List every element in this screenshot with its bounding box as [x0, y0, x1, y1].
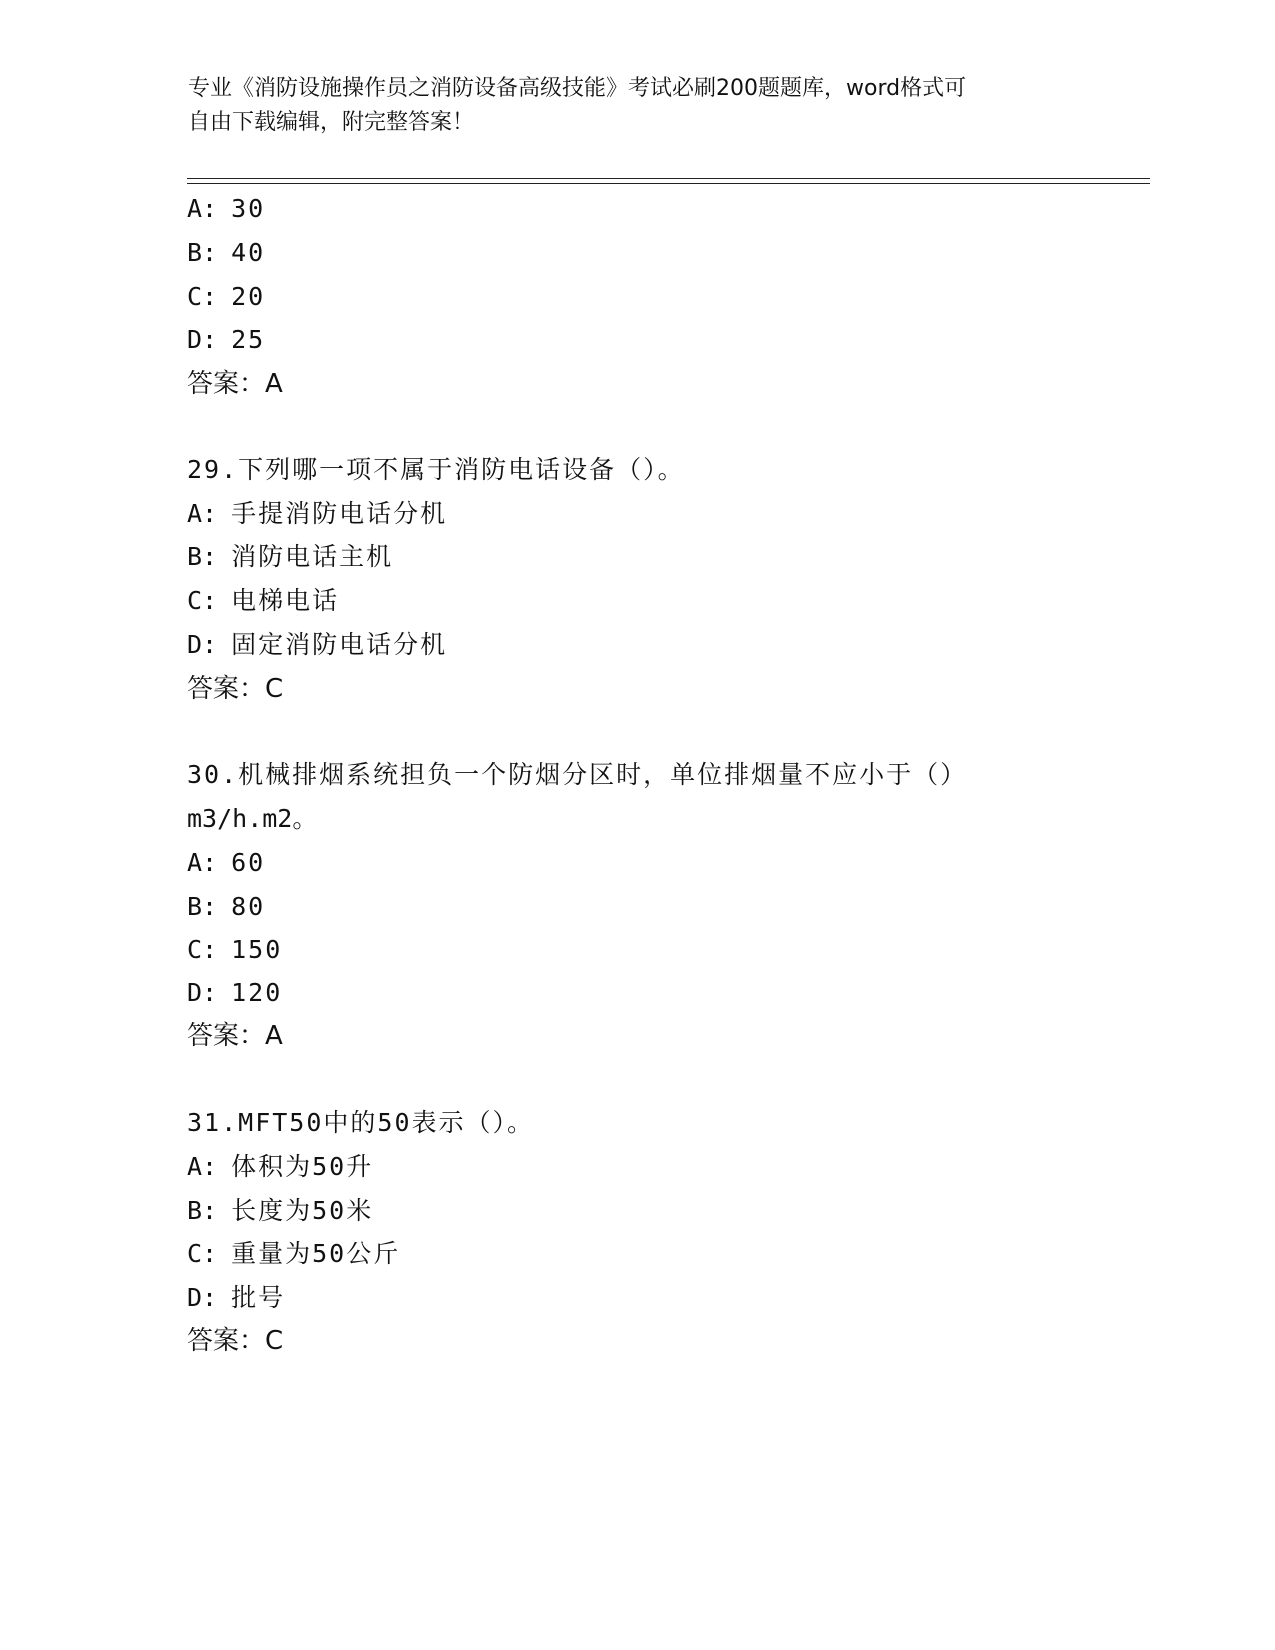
option-c: C: 电梯电话 — [187, 586, 340, 615]
option-c: C: 150 — [187, 935, 283, 964]
answer-line: 答案：A — [187, 369, 283, 399]
option-a: A: 手提消防电话分机 — [187, 499, 448, 528]
question-31-stem: 31.MFT50中的50表示（）。 — [187, 1108, 535, 1137]
option-d: D: 固定消防电话分机 — [187, 630, 448, 659]
answer-line: 答案：C — [187, 674, 284, 704]
header-divider-top — [187, 178, 1150, 179]
question-30-stem: 30.机械排烟系统担负一个防烟分区时，单位排烟量不应小于（） — [187, 760, 968, 789]
header-divider-bottom — [187, 183, 1150, 184]
question-30-stem-continued: m3/h.m2。 — [187, 804, 318, 833]
option-b: B: 40 — [187, 238, 266, 267]
header-line-2: 自由下载编辑，附完整答案！ — [188, 110, 475, 135]
answer-line: 答案：A — [187, 1021, 283, 1051]
option-d: D: 25 — [187, 325, 266, 354]
answer-line: 答案：C — [187, 1326, 284, 1356]
option-c: C: 20 — [187, 282, 266, 311]
option-c: C: 重量为50公斤 — [187, 1239, 401, 1268]
document-header — [188, 72, 1068, 140]
question-29-stem: 29.下列哪一项不属于消防电话设备（）。 — [187, 455, 685, 484]
option-d: D: 批号 — [187, 1283, 286, 1312]
option-a: A: 体积为50升 — [187, 1152, 374, 1181]
option-a: A: 60 — [187, 848, 266, 877]
header-line-1: 专业《消防设施操作员之消防设备高级技能》考试必刷200题题库，word格式可 — [188, 76, 967, 101]
option-b: B: 消防电话主机 — [187, 542, 394, 571]
option-a: A: 30 — [187, 194, 266, 223]
option-b: B: 长度为50米 — [187, 1196, 374, 1225]
option-d: D: 120 — [187, 978, 283, 1007]
option-b: B: 80 — [187, 892, 266, 921]
